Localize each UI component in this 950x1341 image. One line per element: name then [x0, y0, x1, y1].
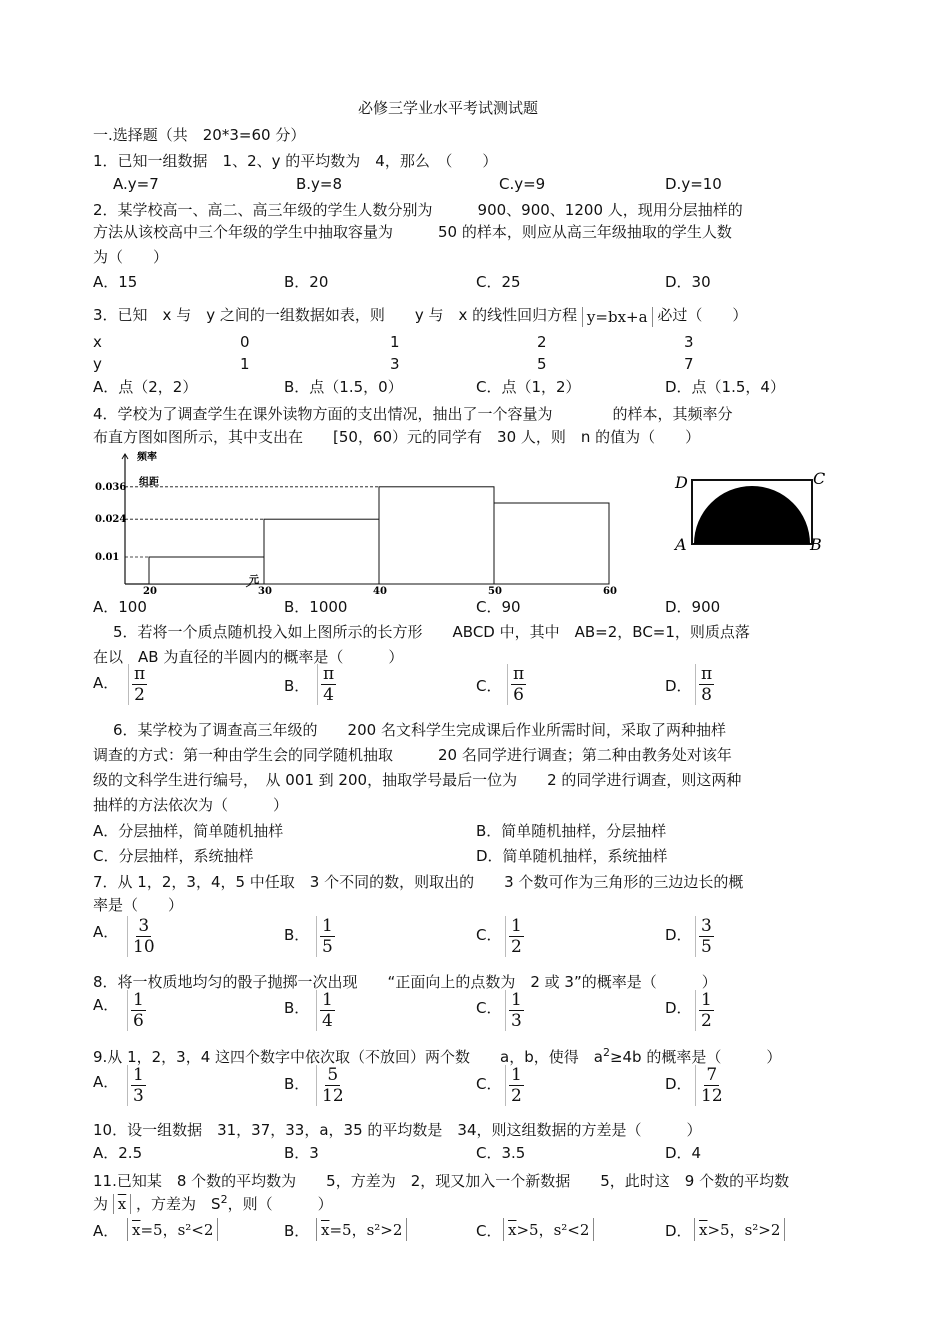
q11-line-1: 11.已知某 8 个数的平均数为 5，方差为 2，现又加入一个新数据 5，此时这 9 个数的平均数	[93, 1172, 790, 1190]
q11-line-2	[93, 1193, 333, 1214]
q7-option-c-fraction	[505, 916, 524, 957]
q5-option-a-fraction	[128, 664, 147, 705]
denominator: 12	[701, 1086, 723, 1106]
section-heading: 一.选择题（共 20*3=60 分）	[93, 126, 306, 144]
expression-rest: >5，s²>2	[707, 1221, 781, 1239]
q9-option-a-fraction	[127, 1065, 146, 1106]
q5-option-c-fraction	[507, 664, 526, 705]
denominator: 12	[322, 1086, 344, 1106]
rectangle-semicircle-figure	[670, 466, 832, 554]
q3-table-y-header: y	[93, 355, 102, 373]
y-tick-label: 0.01	[95, 552, 120, 563]
frequency-histogram	[93, 448, 617, 597]
q11-line-2-start: 为	[93, 1195, 109, 1213]
y-tick-label: 0.024	[95, 514, 127, 526]
numerator: 1	[511, 990, 522, 1010]
q10-option-c: C．3.5	[476, 1144, 526, 1162]
q8-option-d-fraction	[695, 990, 714, 1031]
q6-line-4: 抽样的方法依次为（ ）	[93, 796, 289, 814]
histogram-bar	[149, 557, 264, 584]
q11-option-a-expression	[127, 1218, 218, 1241]
denominator: 8	[701, 685, 712, 705]
q10-stem: 10．设一组数据 31，37，33，a，35 的平均数是 34，则这组数据的方差是（ ）	[93, 1121, 702, 1139]
xbar: $\overline{x}$	[132, 1221, 141, 1239]
q3-stem	[93, 304, 747, 325]
q6-option-a: A．分层抽样，简单随机抽样	[93, 822, 284, 840]
q6-line-2: 调查的方式：第一种由学生会的同学随机抽取 20 名同学进行调查；第二种由教务处对该年	[93, 746, 732, 764]
label-a: A	[675, 535, 687, 554]
expression-rest: =5，s²<2	[140, 1221, 214, 1239]
q8-option-b-fraction	[316, 990, 335, 1031]
page-title: 必修三学业水平考试测试题	[358, 99, 539, 117]
denominator: 2	[701, 1011, 712, 1031]
numerator: π	[323, 664, 335, 684]
q9-option-d-fraction	[695, 1065, 725, 1106]
q7-label-c: C．	[476, 926, 502, 944]
histogram-bar	[494, 503, 609, 584]
numerator: 1	[322, 990, 333, 1010]
q11-line-2-end: ，则（ ）	[227, 1195, 333, 1213]
denominator: 6	[513, 685, 524, 705]
q2-option-a: A．15	[93, 273, 138, 291]
q8-label-d: D．	[665, 999, 692, 1017]
numerator: π	[134, 664, 146, 684]
denominator: 2	[511, 937, 522, 957]
numerator: 3	[138, 916, 150, 936]
denominator: 3	[133, 1086, 144, 1106]
q7-option-d-fraction	[695, 916, 714, 957]
q4-line-2: 布直方图如图所示，其中支出在 [50，60）元的同学有 30 人，则 n 的值为（ ）	[93, 428, 701, 446]
q9-stem-text: 9.从 1，2，3，4 这四个数字中依次取（不放回）两个数 a，b，使得 a	[93, 1048, 603, 1066]
q9-stem-end: ≥4b 的概率是（ ）	[609, 1048, 782, 1066]
q1-option-b: B.y=8	[296, 175, 343, 193]
q8-option-a-fraction	[127, 990, 146, 1031]
x-tick-label: 30	[258, 586, 272, 597]
histogram-bar	[264, 519, 379, 584]
q7-label-b: B．	[284, 926, 310, 944]
q5-label-a: A．	[93, 674, 119, 692]
numerator: 3	[701, 916, 712, 936]
q5-label-c: C．	[476, 677, 502, 695]
q11-option-d-expression	[694, 1218, 785, 1241]
q3-table-x-header: x	[93, 333, 102, 351]
q8-label-a: A．	[93, 996, 119, 1014]
denominator: 5	[322, 937, 333, 957]
q8-label-c: C．	[476, 999, 502, 1017]
q11-label-b: B．	[284, 1222, 310, 1240]
denominator: 2	[134, 685, 145, 705]
q9-stem	[93, 1046, 781, 1067]
q1-option-a: A.y=7	[113, 175, 159, 193]
q3-table-x-cell: 1	[390, 333, 400, 351]
q4-option-c: C．90	[476, 598, 521, 616]
y-tick-label: 0.036	[95, 481, 127, 493]
q3-option-d: D．点（1.5，4）	[665, 378, 785, 396]
q1-option-c: C.y=9	[499, 175, 546, 193]
q7-label-a: A．	[93, 923, 119, 941]
q5-line-2: 在以 AB 为直径的半圆内的概率是（ ）	[93, 648, 404, 666]
q3-stem-text: 3．已知 x 与 y 之间的一组数据如表，则 y 与 x 的线性回归方程	[93, 306, 578, 324]
q9-label-d: D．	[665, 1075, 692, 1093]
q3-regression-formula: y=bx+a	[582, 307, 653, 327]
q7-line-2: 率是（ ）	[93, 896, 184, 914]
q11-xbar: $\overline{x}$	[113, 1194, 131, 1214]
q2-line-3: 为（ ）	[93, 248, 169, 266]
label-c: C	[813, 469, 826, 488]
q6-line-1: 6．某学校为了调查高三年级的 200 名文科学生完成课后作业所需时间，采取了两种抽样	[113, 721, 726, 739]
xbar: $\overline{x}$	[321, 1221, 330, 1239]
numerator: 1	[133, 1065, 144, 1085]
q7-label-d: D．	[665, 926, 692, 944]
q9-label-c: C．	[476, 1075, 502, 1093]
expression-rest: >5，s²<2	[516, 1221, 590, 1239]
q2-option-d: D．30	[665, 273, 711, 291]
q11-option-c-expression	[503, 1218, 594, 1241]
expression-rest: =5，s²>2	[329, 1221, 403, 1239]
numerator: 7	[706, 1065, 718, 1085]
q1-option-d: D.y=10	[665, 175, 722, 193]
xbar: $\overline{x}$	[699, 1221, 708, 1239]
x-tick-label: 40	[373, 586, 387, 597]
q4-option-d: D．900	[665, 598, 721, 616]
numerator: 1	[701, 990, 712, 1010]
q3-option-a: A．点（2，2）	[93, 378, 198, 396]
q9-option-c-fraction	[505, 1065, 524, 1106]
numerator: π	[701, 664, 713, 684]
q5-label-d: D．	[665, 677, 692, 695]
q11-label-d: D．	[665, 1222, 692, 1240]
q3-table-y-cell: 1	[240, 355, 250, 373]
numerator: 1	[133, 990, 144, 1010]
q7-option-a-fraction	[127, 916, 157, 957]
q11-exponent: 2	[220, 1193, 228, 1206]
q9-label-b: B．	[284, 1075, 310, 1093]
x-tick-label: 60	[603, 586, 617, 597]
denominator: 2	[511, 1086, 522, 1106]
denominator: 10	[133, 937, 155, 957]
q11-line-2-mid: ，方差为 S	[136, 1195, 221, 1213]
denominator: 4	[323, 685, 334, 705]
semicircle	[694, 486, 810, 544]
q2-option-c: C．25	[476, 273, 521, 291]
denominator: 5	[701, 937, 712, 957]
q4-line-1: 4．学校为了调查学生在课外读物方面的支出情况，抽出了一个容量为 的样本，其频率分	[93, 405, 733, 423]
q9-exponent: 2	[602, 1046, 610, 1059]
numerator: π	[513, 664, 525, 684]
q10-option-a: A．2.5	[93, 1144, 143, 1162]
denominator: 6	[133, 1011, 144, 1031]
q11-label-a: A．	[93, 1222, 119, 1240]
q6-line-3: 级的文科学生进行编号， 从 001 到 200，抽取学号最后一位为 2 的同学进行调查，则这两种	[93, 771, 742, 789]
q8-label-b: B．	[284, 999, 310, 1017]
q3-option-c: C．点（1，2）	[476, 378, 581, 396]
q2-line-2: 方法从该校高中三个年级的学生中抽取容量为 50 的样本，则应从高三年级抽取的学生人数	[93, 223, 732, 241]
q6-option-c: C．分层抽样，系统抽样	[93, 847, 254, 865]
histogram-ylabel-2: 组距	[139, 477, 159, 488]
q3-option-b: B．点（1.5，0）	[284, 378, 403, 396]
q4-option-a: A．100	[93, 598, 147, 616]
q3-table-x-cell: 3	[684, 333, 694, 351]
q7-line-1: 7．从 1，2，3，4，5 中任取 3 个不同的数，则取出的 3 个数可作为三角形的三边边长的概	[93, 873, 744, 891]
q1-stem: 1．已知一组数据 1、2、y 的平均数为 4，那么 （ ）	[93, 152, 498, 170]
q9-option-b-fraction	[316, 1065, 346, 1106]
q11-option-b-expression	[316, 1218, 407, 1241]
q10-option-b: B．3	[284, 1144, 319, 1162]
denominator: 3	[511, 1011, 522, 1031]
histogram-bar	[379, 487, 494, 584]
q4-option-b: B．1000	[284, 598, 348, 616]
q10-option-d: D．4	[665, 1144, 702, 1162]
q7-option-b-fraction	[316, 916, 335, 957]
q11-label-c: C．	[476, 1222, 502, 1240]
histogram-ylabel: 频率	[137, 452, 157, 463]
q3-table-x-cell: 0	[240, 333, 250, 351]
xbar: $\overline{x}$	[508, 1221, 517, 1239]
q3-table-y-cell: 5	[537, 355, 547, 373]
q3-stem-end: 必过（ ）	[657, 306, 748, 324]
q2-line-1: 2．某学校高一、高二、高三年级的学生人数分别为 900、900、1200 人，现用分层抽样的	[93, 201, 743, 219]
q5-label-b: B．	[284, 677, 310, 695]
q5-option-d-fraction	[695, 664, 714, 705]
q2-option-b: B．20	[284, 273, 329, 291]
numerator: 1	[511, 916, 522, 936]
q6-option-d: D．简单随机抽样，系统抽样	[476, 847, 668, 865]
label-b: B	[810, 535, 822, 554]
label-d: D	[675, 473, 688, 492]
histogram-xlabel: 元	[249, 575, 259, 586]
q3-table-x-cell: 2	[537, 333, 547, 351]
x-tick-label: 20	[143, 586, 157, 597]
q8-stem: 8．将一枚质地均匀的骰子抛掷一次出现 “正面向上的点数为 2 或 3”的概率是（ ）	[93, 973, 717, 991]
denominator: 4	[322, 1011, 333, 1031]
x-tick-label: 50	[488, 586, 502, 597]
q5-option-b-fraction	[317, 664, 336, 705]
numerator: 1	[511, 1065, 522, 1085]
q3-table-y-cell: 3	[390, 355, 400, 373]
q9-label-a: A．	[93, 1073, 119, 1091]
numerator: 5	[327, 1065, 339, 1085]
q6-option-b: B．简单随机抽样，分层抽样	[476, 822, 667, 840]
q3-table-y-cell: 7	[684, 355, 694, 373]
q5-line-1: 5．若将一个质点随机投入如上图所示的长方形 ABCD 中，其中 AB=2，BC=1，则质点落	[113, 623, 750, 641]
q8-option-c-fraction	[505, 990, 524, 1031]
numerator: 1	[322, 916, 333, 936]
